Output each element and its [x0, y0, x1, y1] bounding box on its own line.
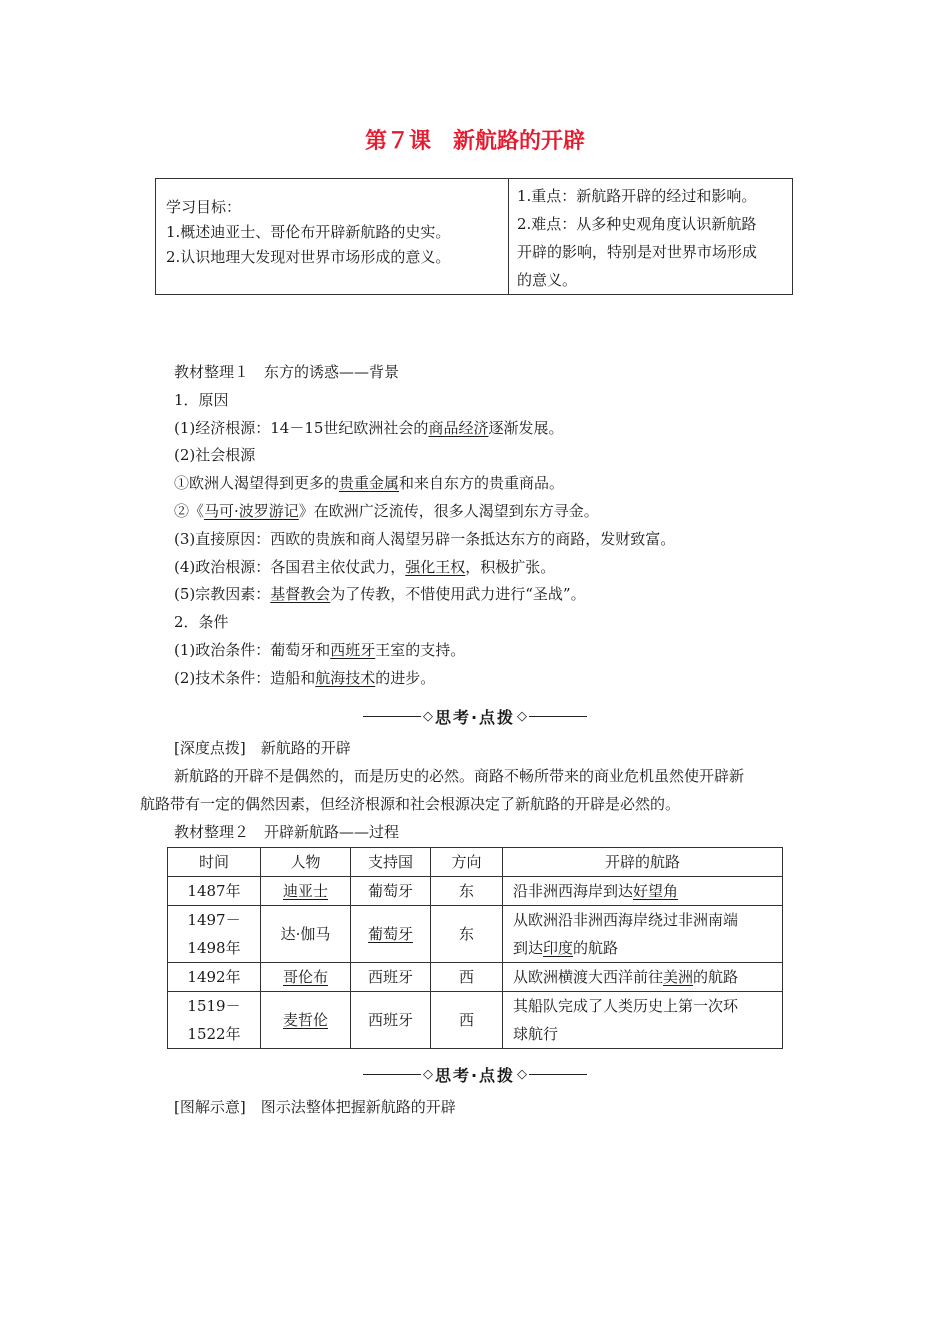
column-header: 方向 — [431, 848, 503, 877]
fill-blank-answer: 基督教会 — [270, 585, 331, 604]
route-line — [513, 1020, 782, 1048]
divider-line — [363, 1074, 421, 1075]
route-line — [513, 906, 782, 934]
content-line — [174, 498, 794, 526]
text-run: (2)技术条件：造船和 — [174, 668, 316, 687]
text-run: 到达 — [513, 939, 544, 957]
cell-person — [261, 963, 351, 992]
text-run: (1)经济根源：14－15世纪欧洲社会的 — [174, 418, 429, 437]
fill-blank-answer: 麦哲伦 — [282, 1011, 328, 1029]
cell-direction — [431, 963, 503, 992]
fill-blank-answer: 西班牙 — [330, 640, 376, 659]
text-run: 西 — [458, 1011, 474, 1029]
text-run: (4)政治根源：各国君主依仗武力， — [174, 557, 406, 576]
route-table-body — [168, 877, 783, 1049]
divider-line — [529, 716, 587, 717]
content-line — [174, 609, 794, 637]
cell-time — [168, 992, 261, 1049]
content-line — [174, 442, 794, 470]
text-run: 达·伽马 — [280, 925, 331, 943]
text-run: 为了传教，不惜使用武力进行“圣战”。 — [330, 585, 586, 604]
fill-blank-answer: 贵重金属 — [339, 474, 400, 493]
text-run: 西 — [458, 968, 474, 986]
text-run: 其船队完成了人类历史上第一次环 — [513, 997, 739, 1015]
deep-tip — [140, 734, 820, 846]
fill-blank-answer: 哥伦布 — [282, 968, 328, 986]
section1 — [174, 359, 794, 693]
content-line — [174, 415, 794, 443]
content-line — [174, 581, 794, 609]
learning-goals-heading: 学习目标： — [166, 198, 242, 216]
text-run: 葡萄牙 — [367, 882, 413, 900]
diamond-icon: ◇ — [517, 1067, 528, 1082]
table-row — [168, 906, 783, 963]
text-run: 从欧洲沿非洲西海岸绕过非洲南端 — [513, 911, 739, 929]
content-line — [174, 387, 794, 415]
key-point-line: 1.重点：新航路开辟的经过和影响。 — [517, 187, 757, 205]
content-line — [174, 470, 794, 498]
text-run: (1)政治条件：葡萄牙和 — [174, 640, 331, 659]
cell-country — [351, 963, 431, 992]
text-run: 东 — [458, 925, 474, 943]
column-header: 开辟的航路 — [503, 848, 783, 877]
text-run: 东 — [458, 882, 474, 900]
section1-lines — [174, 387, 794, 693]
key-points — [509, 179, 792, 294]
learning-goals — [156, 179, 509, 294]
content-line — [174, 554, 794, 582]
route-line — [513, 963, 782, 991]
content-line — [174, 526, 794, 554]
page-title — [0, 124, 950, 155]
text-run: 1．原因 — [174, 390, 229, 409]
cell-route — [503, 992, 783, 1049]
learning-goals-box — [155, 178, 793, 295]
time-line: 1487年 — [187, 882, 241, 900]
text-run: 西班牙 — [367, 968, 413, 986]
diagram-tip-heading: [图解示意] 图示法整体把握新航路的开辟 — [174, 1098, 456, 1116]
divider-line — [529, 1074, 587, 1075]
learning-goal-item: 1.概述迪亚士、哥伦布开辟新航路的史实。 — [166, 223, 451, 241]
column-header: 时间 — [168, 848, 261, 877]
learning-goal-item: 2.认识地理大发现对世界市场形成的意义。 — [166, 248, 451, 266]
fill-blank-answer: 印度 — [543, 939, 574, 957]
divider-think-tip — [0, 703, 950, 725]
cell-country — [351, 992, 431, 1049]
divider-line — [363, 716, 421, 717]
divider-think-tip — [0, 1061, 950, 1083]
diamond-icon: ◇ — [422, 1067, 433, 1082]
text-run: 2．条件 — [174, 613, 229, 632]
text-run: 沿非洲西海岸到达 — [513, 882, 634, 900]
table-row — [168, 992, 783, 1049]
content-line — [174, 665, 794, 693]
deep-tip-paragraph: 新航路的开辟不是偶然的，而是历史的必然。商路不畅所带来的商业危机虽然使开辟新 — [174, 767, 745, 785]
text-run: (3)直接原因：西欧的贵族和商人渴望另辟一条抵达东方的商路，发财致富。 — [174, 529, 676, 548]
text-run: (5)宗教因素： — [174, 585, 271, 604]
route-line — [513, 934, 782, 962]
fill-blank-answer: 强化王权 — [405, 557, 466, 576]
diamond-icon: ◇ — [517, 709, 528, 724]
section1-heading: 教材整理１ 东方的诱惑——背景 — [174, 363, 400, 381]
cell-country — [351, 906, 431, 963]
cell-route — [503, 906, 783, 963]
cell-time — [168, 963, 261, 992]
diagram-tip — [140, 1093, 820, 1121]
text-run: 从欧洲横渡大西洋前往 — [513, 968, 664, 986]
column-header: 人物 — [261, 848, 351, 877]
cell-country — [351, 877, 431, 906]
time-line: 1522年 — [187, 1025, 241, 1043]
text-run: ①欧洲人渴望得到更多的 — [174, 474, 340, 493]
text-run: 的进步。 — [375, 668, 436, 687]
text-run: ②《 — [174, 501, 205, 520]
text-run: (2)社会根源 — [174, 446, 256, 465]
text-run: 的航路 — [693, 968, 739, 986]
key-point-line: 2.难点：从多种史观角度认识新航路 — [517, 215, 757, 233]
divider-label: 思考·点拨 — [434, 708, 516, 727]
route-line — [513, 877, 782, 905]
lesson-number: 第７课 — [364, 129, 431, 154]
text-run: 西班牙 — [367, 1011, 413, 1029]
fill-blank-answer: 美洲 — [663, 968, 694, 986]
table-row — [168, 877, 783, 906]
divider-label: 思考·点拨 — [434, 1066, 516, 1085]
cell-time — [168, 906, 261, 963]
cell-direction — [431, 906, 503, 963]
cell-person — [261, 877, 351, 906]
fill-blank-answer: 好望角 — [633, 882, 679, 900]
text-run: 逐渐发展。 — [488, 418, 564, 437]
table-row — [168, 963, 783, 992]
cell-person — [261, 906, 351, 963]
cell-direction — [431, 877, 503, 906]
key-point-line: 开辟的影响，特别是对世界市场形成 — [517, 243, 758, 261]
lesson-name: 新航路的开辟 — [453, 129, 586, 154]
text-run: 球航行 — [513, 1025, 559, 1043]
text-run: 》在欧洲广泛流传，很多人渴望到东方寻金。 — [298, 501, 599, 520]
column-header: 支持国 — [351, 848, 431, 877]
section2-heading: 教材整理２ 开辟新航路——过程 — [174, 823, 400, 841]
time-line: 1497－ — [187, 911, 241, 929]
deep-tip-paragraph: 航路带有一定的偶然因素，但经济根源和社会根源决定了新航路的开辟是必然的。 — [140, 795, 681, 813]
content-line — [174, 637, 794, 665]
route-table — [167, 847, 783, 1049]
diamond-icon: ◇ — [422, 709, 433, 724]
text-run: ，积极扩张。 — [465, 557, 556, 576]
text-run: 王室的支持。 — [375, 640, 466, 659]
fill-blank-answer: 商品经济 — [428, 418, 489, 437]
text-run: 和来自东方的贵重商品。 — [399, 474, 565, 493]
deep-tip-heading: [深度点拨] 新航路的开辟 — [174, 739, 351, 757]
cell-route — [503, 877, 783, 906]
cell-route — [503, 963, 783, 992]
fill-blank-answer: 葡萄牙 — [367, 925, 413, 943]
cell-person — [261, 992, 351, 1049]
fill-blank-answer: 航海技术 — [315, 668, 376, 687]
fill-blank-answer: 马可·波罗游记 — [204, 501, 299, 520]
route-line — [513, 992, 782, 1020]
time-line: 1492年 — [187, 968, 241, 986]
cell-time — [168, 877, 261, 906]
cell-direction — [431, 992, 503, 1049]
time-line: 1498年 — [187, 939, 241, 957]
key-point-line: 的意义。 — [517, 271, 578, 289]
time-line: 1519－ — [187, 997, 241, 1015]
fill-blank-answer: 迪亚士 — [282, 882, 328, 900]
text-run: 的航路 — [573, 939, 619, 957]
table-header-row — [168, 848, 783, 877]
